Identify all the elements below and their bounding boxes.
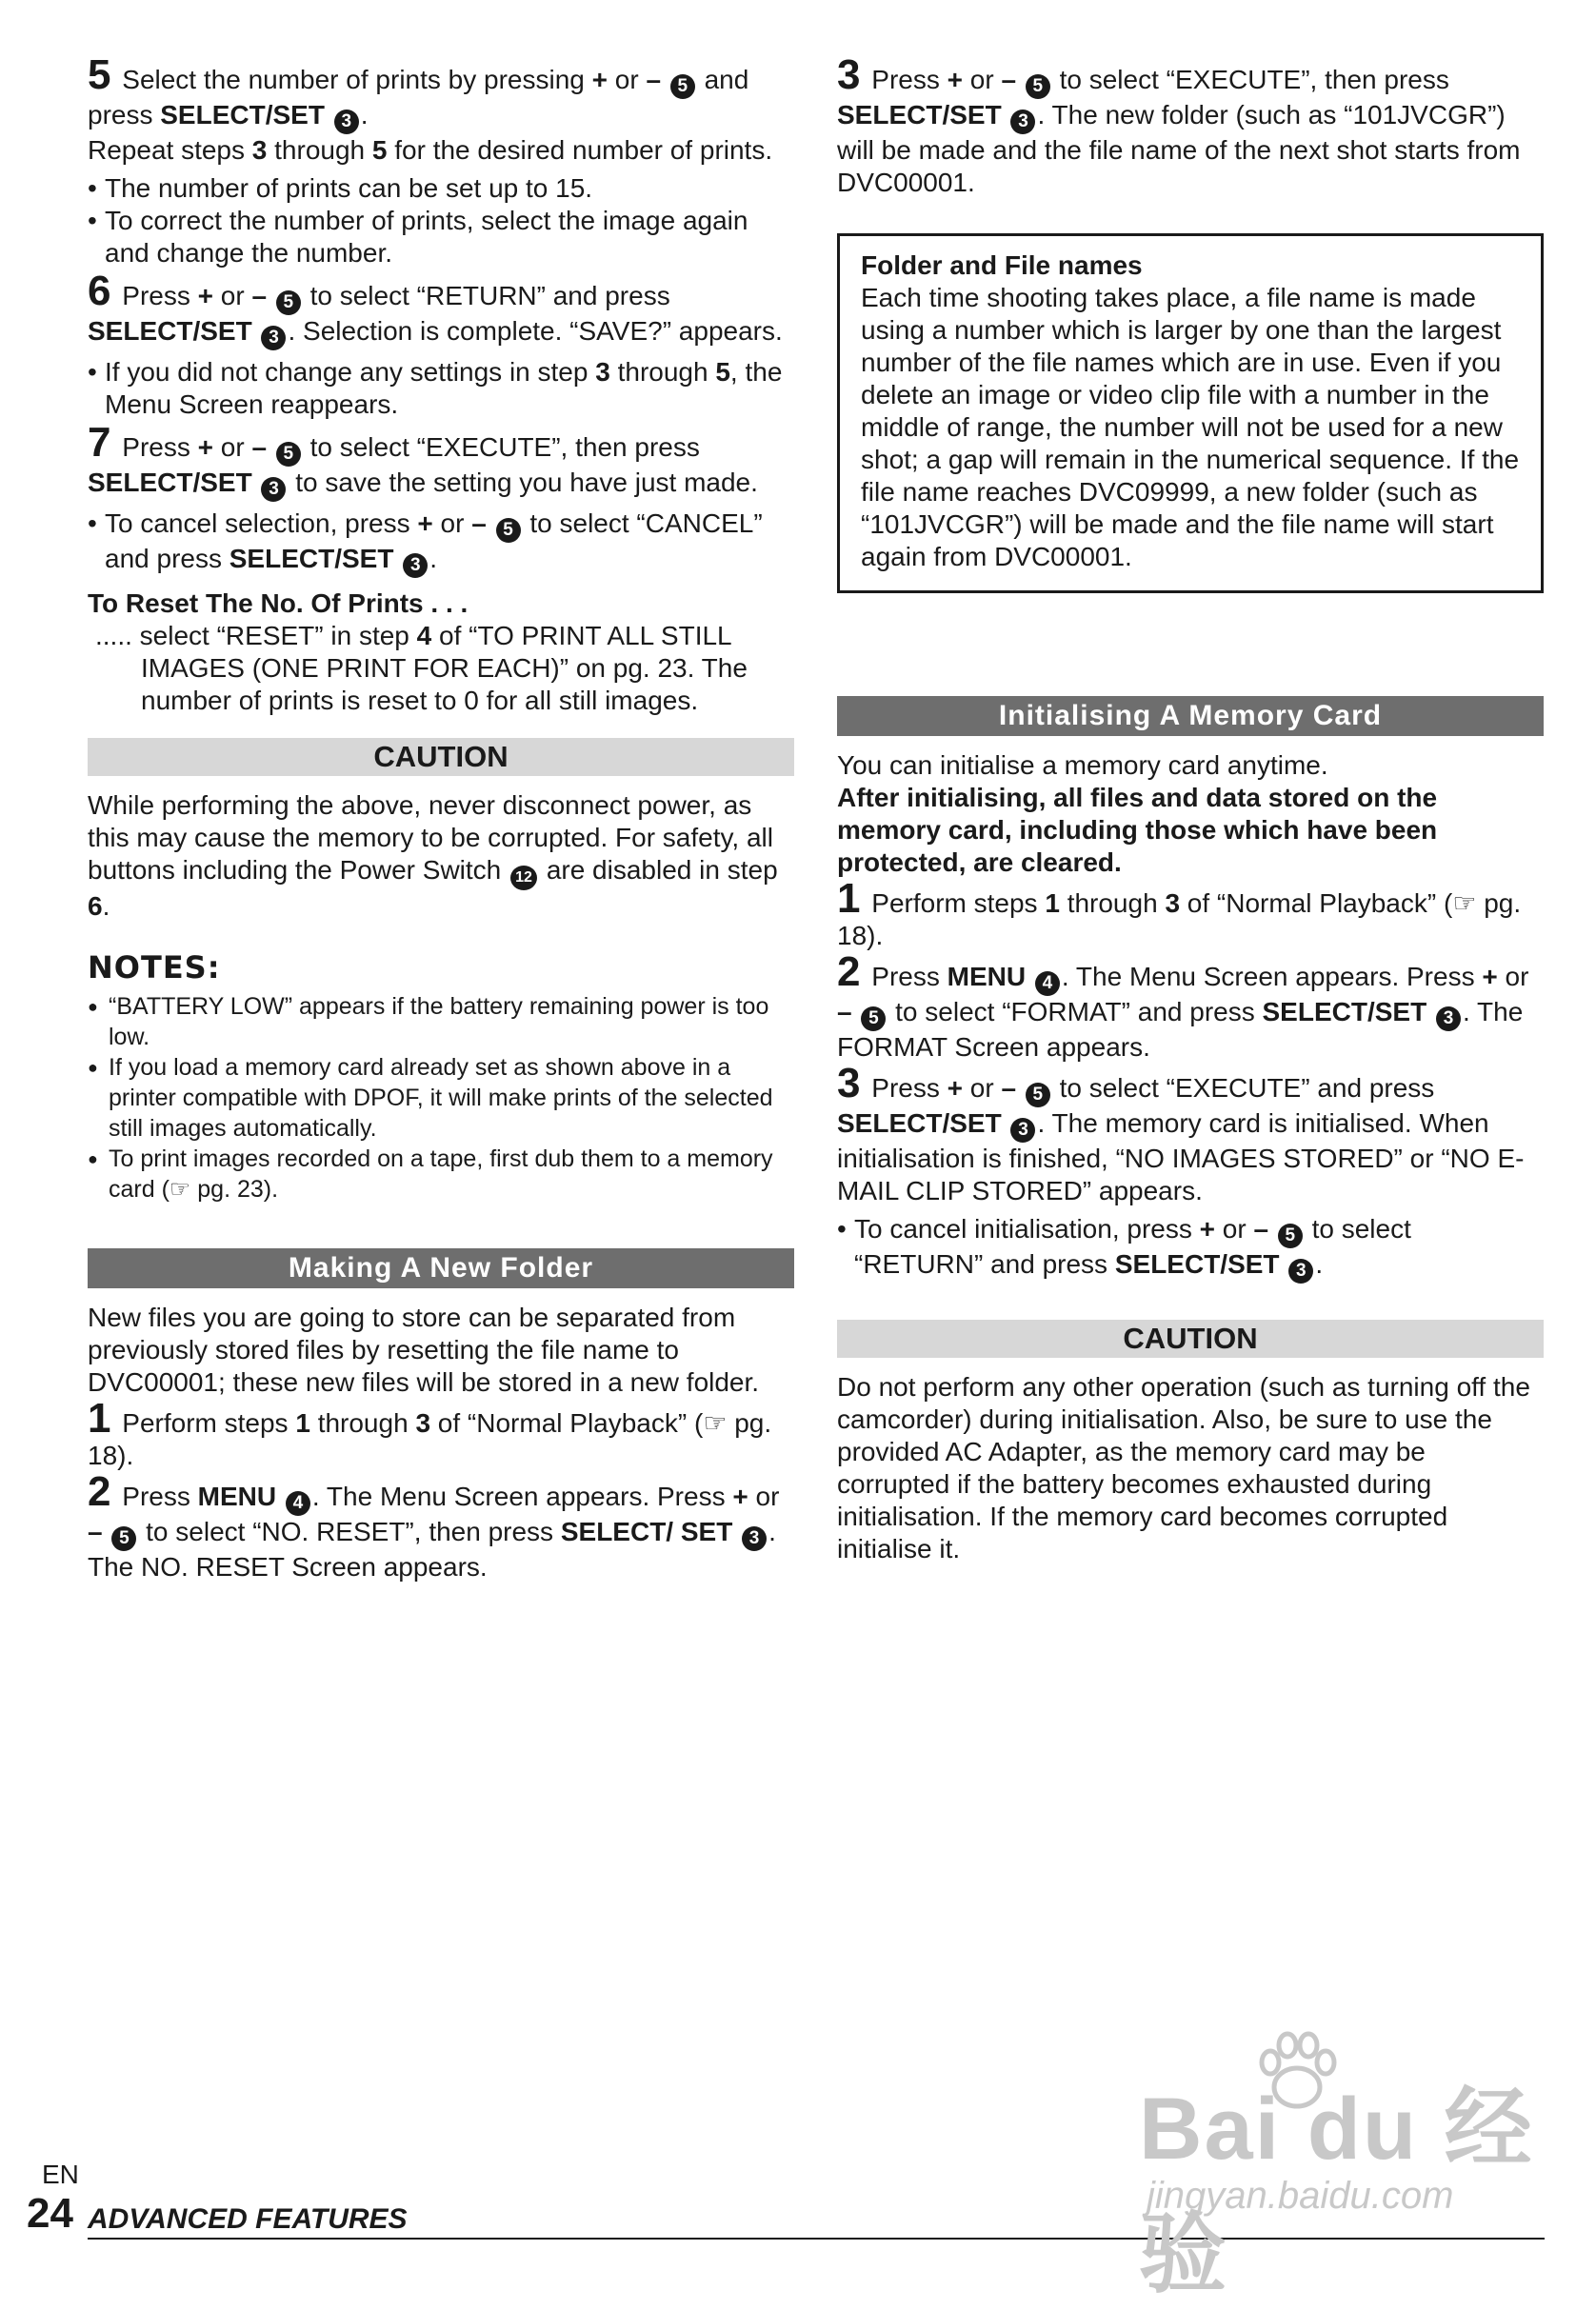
reference-hand-icon: ☞ — [169, 1176, 191, 1203]
folder-intro: New files you are going to store can be separated from previously stored files by resetting the file name to DVC00001; these new files will be stored in a new folder. — [88, 1303, 760, 1397]
bullet-list — [88, 172, 794, 269]
footer-section-title: ADVANCED FEATURES — [88, 2203, 408, 2235]
bullet-list — [88, 508, 794, 578]
button-5-icon: 5 — [1278, 1224, 1303, 1248]
folder-step-2: 2 Press MENU 4 . The Menu Screen appears. Press + or – 5 to select “NO. RESET”, then press SELECT/ SET 3 . The NO. RESET Screen appears. — [88, 1468, 780, 1582]
list-item: ● If you load a memory card already set as shown above in a printer compatible with DPOF, it will make prints of the selected still images automatically. — [88, 1052, 794, 1144]
init-intro: You can initialise a memory card anytime. — [837, 750, 1328, 780]
list-item: • If you did not change any settings in step 3 through 5, the Menu Screen reappears. — [88, 356, 794, 421]
list-item: • To cancel selection, press + or – 5 to select “CANCEL” and press SELECT/SET 3 . — [88, 508, 794, 578]
step-number: 5 — [88, 51, 111, 98]
init-step-3: 3 Press + or – 5 to select “EXECUTE” and press SELECT/SET 3 . The memory card is initialised. When initialisation is finished, “NO IMAGES STORED” or “NO E-MAIL CLIP STORED” appears. — [837, 1060, 1525, 1205]
button-5-icon: 5 — [670, 74, 695, 99]
button-3-icon: 3 — [1436, 1006, 1461, 1031]
button-5-icon: 5 — [276, 442, 301, 467]
bullet-list — [837, 1213, 1544, 1284]
step-6: 6 Press + or – 5 to select “RETURN” and press SELECT/SET 3 . Selection is complete. “SAVE?” appears. — [88, 277, 794, 350]
step-number: 2 — [837, 948, 861, 995]
caution-text: Do not perform any other operation (such as turning off the camcorder) during initialisation. Also, be sure to use the provided AC Adapter, as the memory card may be corrupted if the battery becomes exhausted during initialisation. If the memory card becomes corrupted initialise it. — [837, 1372, 1530, 1563]
language-label: EN — [42, 2160, 79, 2189]
step-number: 3 — [837, 1060, 861, 1106]
info-box-text: Each time shooting takes place, a file name is made using a number which is larger by one than the largest number of the file names which are in use. Even if you delete an image or video clip file with a number in the middle of range, the number will not be used for a new shot; a gap will remain in the numerical sequence. If the file name reaches DVC09999, a new folder (such as “101JVCGR”) will be made and the file name will start again from DVC00001. — [861, 283, 1520, 571]
button-3-icon: 3 — [261, 326, 286, 350]
reset-heading: To Reset The No. Of Prints . . . — [88, 588, 469, 618]
button-5-icon: 5 — [861, 1006, 886, 1031]
bullet-list — [88, 356, 794, 421]
step-7: 7 Press + or – 5 to select “EXECUTE”, then press SELECT/SET 3 to save the setting you have just made. — [88, 428, 794, 502]
reset-text: ..... select “RESET” in step 4 of “TO PRINT ALL STILL IMAGES (ONE PRINT FOR EACH)” on pg. 23. The number of prints is reset to 0 for all still images. — [95, 621, 748, 715]
caution-heading: CAUTION — [88, 738, 794, 776]
button-3-icon: 3 — [1010, 110, 1035, 134]
step-number: 1 — [88, 1395, 111, 1442]
list-item: ● “BATTERY LOW” appears if the battery remaining power is too low. — [88, 991, 794, 1052]
init-warning: After initialising, all files and data stored on the memory card, including those which have been protected, are cleared. — [837, 783, 1438, 877]
step-5: 5 Select the number of prints by pressing + or – 5 and press SELECT/SET 3 . Repeat steps 3 through 5 for the desired number of prints. — [88, 51, 773, 165]
info-box-title: Folder and File names — [861, 250, 1143, 280]
reference-hand-icon: ☞ — [703, 1408, 728, 1438]
step-number: 6 — [88, 268, 111, 314]
button-5-icon: 5 — [111, 1526, 136, 1551]
button-3-icon: 3 — [261, 477, 286, 502]
caution-heading: CAUTION — [837, 1320, 1544, 1358]
section-heading-initialising: Initialising A Memory Card — [837, 696, 1544, 736]
button-5-icon: 5 — [496, 518, 521, 543]
reference-hand-icon: ☞ — [1452, 888, 1477, 918]
button-3-icon: 3 — [1010, 1118, 1035, 1143]
watermark-url: jingyan.baidu.com — [1147, 2175, 1454, 2217]
step-number: 2 — [88, 1468, 111, 1515]
page-number: 24 — [27, 2190, 73, 2237]
button-12-icon: 12 — [510, 866, 537, 890]
folder-step-3: 3 Press + or – 5 to select “EXECUTE”, then press SELECT/SET 3 . The new folder (such as “101JVCGR”) will be made and the file name of the next shot starts from DVC00001. — [837, 51, 1521, 197]
button-5-icon: 5 — [276, 290, 301, 315]
folder-step-1: 1 Perform steps 1 through 3 of “Normal Playback” (☞ pg. 18). — [88, 1395, 772, 1470]
notes-list — [88, 991, 794, 1205]
init-step-1: 1 Perform steps 1 through 3 of “Normal Playback” (☞ pg. 18). — [837, 875, 1522, 950]
notes-heading: NOTES: — [88, 949, 221, 986]
step-number: 1 — [837, 875, 861, 922]
watermark-brand: Bai du 经验 — [1139, 2081, 1534, 2303]
button-3-icon: 3 — [1288, 1259, 1313, 1284]
section-heading-new-folder: Making A New Folder — [88, 1248, 794, 1288]
step-number: 7 — [88, 419, 111, 466]
watermark — [1139, 2026, 1539, 2303]
list-item: • To correct the number of prints, select the image again and change the number. — [88, 205, 794, 269]
button-3-icon: 3 — [403, 553, 428, 578]
button-5-icon: 5 — [1026, 1083, 1050, 1107]
caution-text: While performing the above, never disconnect power, as this may cause the memory to be corrupted. For safety, all buttons including the Power Switch 12 are disabled in step 6. — [88, 790, 778, 921]
info-box-folder-file-names — [837, 233, 1544, 593]
button-3-icon: 3 — [334, 110, 359, 134]
button-4-icon: 4 — [1035, 971, 1060, 996]
button-5-icon: 5 — [1026, 74, 1050, 99]
button-4-icon: 4 — [286, 1491, 310, 1516]
list-item: • To cancel initialisation, press + or – 5 to select “RETURN” and press SELECT/SET 3 . — [837, 1213, 1544, 1284]
list-item: • The number of prints can be set up to 15. — [88, 172, 794, 205]
init-step-2: 2 Press MENU 4 . The Menu Screen appears. Press + or – 5 to select “FORMAT” and press SELECT/SET 3 . The FORMAT Screen appears. — [837, 948, 1529, 1062]
list-item: ● To print images recorded on a tape, first dub them to a memory card (☞ pg. 23). — [88, 1144, 794, 1205]
left-column — [88, 51, 794, 1589]
right-column — [837, 51, 1544, 1571]
button-3-icon: 3 — [742, 1526, 767, 1551]
step-number: 3 — [837, 51, 861, 98]
